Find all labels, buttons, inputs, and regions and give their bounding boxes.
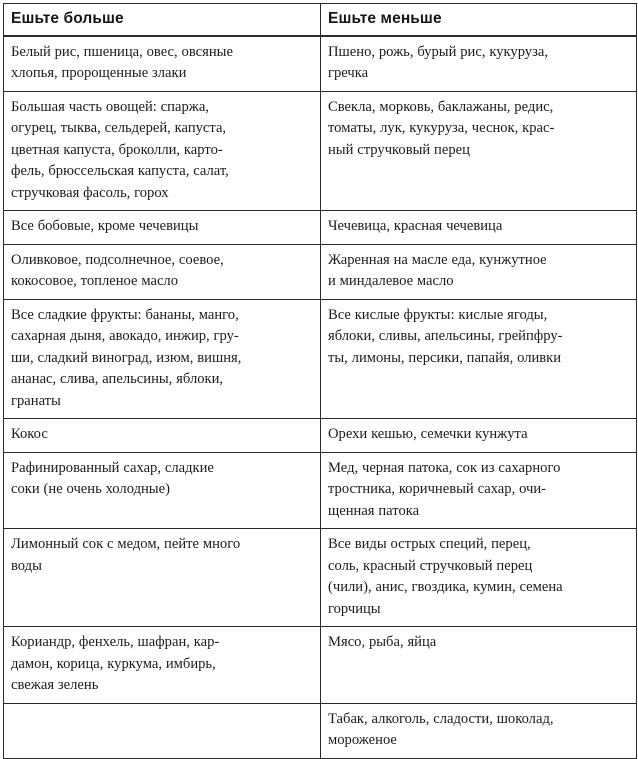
cell-line: хлопья, пророщенные злаки	[11, 65, 187, 82]
cell-line: Чечевица, красная чечевица	[328, 218, 503, 235]
cell-line: ты, лимоны, персики, папайя, оливки	[328, 349, 562, 366]
cell-line: гранаты	[11, 392, 61, 409]
table-row	[4, 299, 637, 419]
column-header-eat-less: Ешьте меньше	[321, 4, 637, 36]
cell-line: и миндалевое масло	[328, 273, 454, 290]
header-row	[4, 4, 637, 36]
table-cell-less	[321, 36, 637, 92]
cell-line: Рафинированный сахар, сладкие	[11, 459, 214, 476]
cell-line: соль, красный стручковый перец	[328, 557, 533, 574]
column-header-eat-more: Ешьте больше	[4, 4, 321, 36]
table-row	[4, 36, 637, 92]
table-cell-less	[321, 244, 637, 299]
cell-line: яблоки, сливы, апельсины, грейпфру-	[328, 328, 563, 345]
table-cell-more	[4, 299, 321, 419]
cell-line: Жаренная на масле еда, кунжутное	[328, 251, 547, 268]
cell-line: Мед, черная патока, сок из сахарного	[328, 459, 561, 476]
cell-line: ный стручковый перец	[328, 141, 470, 158]
cell-line: Большая часть овощей: спаржа,	[11, 98, 209, 115]
cell-line: Лимонный сок с медом, пейте много	[11, 536, 241, 553]
cell-line: Свекла, морковь, баклажаны, редис,	[328, 98, 554, 115]
table-cell-less	[321, 91, 637, 211]
table-row	[4, 419, 637, 453]
table-row	[4, 529, 637, 627]
table-cell-less	[321, 299, 637, 419]
cell-line: Все кислые фрукты: кислые ягоды,	[328, 306, 548, 323]
cell-line: Кориандр, фенхель, шафран, кар-	[11, 634, 220, 651]
cell-line: соки (не очень холодные)	[11, 481, 170, 498]
table-cell-more	[4, 452, 321, 529]
cell-line: ши, сладкий виноград, изюм, вишня,	[11, 349, 242, 366]
table-cell-more	[4, 36, 321, 92]
table-cell-more	[4, 91, 321, 211]
cell-line: Все сладкие фрукты: бананы, манго,	[11, 306, 239, 323]
cell-line: цветная капуста, броколли, карто-	[11, 141, 223, 158]
cell-line: Все виды острых специй, перец,	[328, 536, 531, 553]
cell-line: дамон, корица, куркума, имбирь,	[11, 655, 216, 672]
cell-line: свежая зелень	[11, 677, 99, 694]
cell-line: Табак, алкоголь, сладости, шоколад,	[328, 710, 554, 727]
cell-line: воды	[11, 557, 42, 574]
table-cell-empty	[4, 703, 321, 758]
diet-comparison-table	[3, 3, 637, 759]
table-cell-more	[4, 419, 321, 453]
table-row	[4, 244, 637, 299]
table-body	[4, 36, 637, 759]
cell-line: (чили), анис, гвоздика, кумин, семена	[328, 579, 563, 596]
cell-line: фель, брюссельская капуста, салат,	[11, 163, 229, 180]
cell-line: гречка	[328, 65, 369, 82]
cell-line: мороженое	[328, 732, 397, 749]
cell-line: Орехи кешью, семечки кунжута	[328, 426, 528, 443]
cell-line: кокосовое, топленое масло	[11, 273, 179, 290]
table-row	[4, 91, 637, 211]
cell-line: огурец, тыква, сельдерей, капуста,	[11, 120, 227, 137]
cell-line: щенная патока	[328, 502, 420, 519]
cell-line: томаты, лук, кукуруза, чеснок, крас-	[328, 120, 555, 137]
cell-line: стручковая фасоль, горох	[11, 184, 169, 201]
table-row	[4, 703, 637, 758]
table-row	[4, 627, 637, 704]
table-cell-more	[4, 244, 321, 299]
table-cell-less	[321, 211, 637, 245]
table-cell-less	[321, 419, 637, 453]
table-cell-more	[4, 529, 321, 627]
cell-line: сахарная дыня, авокадо, инжир, гру-	[11, 328, 239, 345]
table-cell-more	[4, 627, 321, 704]
table-cell-less	[321, 703, 637, 758]
cell-line: Пшено, рожь, бурый рис, кукуруза,	[328, 43, 548, 60]
cell-line: горчицы	[328, 600, 381, 617]
table-cell-more	[4, 211, 321, 245]
table-row	[4, 452, 637, 529]
table-header	[4, 4, 637, 36]
cell-line: ананас, слива, апельсины, яблоки,	[11, 371, 224, 388]
cell-line: Все бобовые, кроме чечевицы	[11, 218, 199, 235]
cell-line: Белый рис, пшеница, овес, овсяные	[11, 43, 233, 60]
cell-line: Оливковое, подсолнечное, соевое,	[11, 251, 224, 268]
cell-line: Кокос	[11, 426, 48, 443]
table-cell-less	[321, 627, 637, 704]
table-cell-less	[321, 452, 637, 529]
cell-line: Мясо, рыба, яйца	[328, 634, 437, 651]
table-row	[4, 211, 637, 245]
cell-line: тростника, коричневый сахар, очи-	[328, 481, 547, 498]
table-cell-less	[321, 529, 637, 627]
